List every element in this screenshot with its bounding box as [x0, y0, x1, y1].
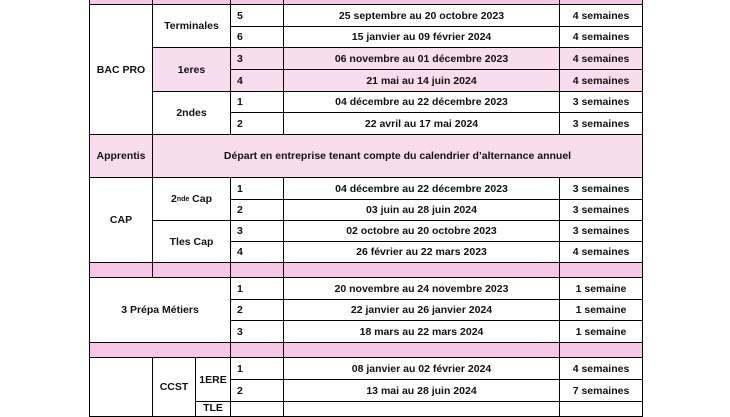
- subgroup-ccst-1ere: 1ERE: [195, 357, 231, 402]
- duration-cell: 3 semaines: [559, 112, 643, 135]
- separator-strip: [230, 342, 284, 358]
- duration-cell: 1 semaine: [559, 320, 643, 343]
- duration-cell: 4 semaines: [559, 26, 643, 48]
- dates-cell: 26 février au 22 mars 2023: [283, 241, 560, 263]
- group-ccst-empty: [89, 357, 153, 417]
- duration-cell: 7 semaines: [559, 379, 643, 402]
- duration-cell: 4 semaines: [559, 4, 643, 27]
- subgroup-ccst-tle: TLE: [195, 401, 231, 417]
- period-cell: 2: [230, 199, 284, 221]
- period-cell: 2: [230, 379, 284, 402]
- separator-strip: [559, 262, 643, 278]
- period-cell-empty: [230, 401, 284, 417]
- period-cell: 1: [230, 357, 284, 380]
- duration-cell: 4 semaines: [559, 47, 643, 70]
- dates-cell: 03 juin au 28 juin 2024: [283, 199, 560, 221]
- subgroup-2nde-cap-sup: nde: [176, 195, 190, 203]
- duration-cell-empty: [559, 401, 643, 417]
- duration-cell: 4 semaines: [559, 241, 643, 263]
- period-cell: 3: [230, 320, 284, 343]
- subgroup-2ndes: 2ndes: [152, 91, 231, 135]
- period-cell: 6: [230, 26, 284, 48]
- duration-cell: 1 semaine: [559, 277, 643, 300]
- period-cell: 4: [230, 69, 284, 92]
- separator-strip: [559, 342, 643, 358]
- period-cell: 2: [230, 112, 284, 135]
- period-cell: 1: [230, 177, 284, 200]
- duration-cell: 3 semaines: [559, 91, 643, 113]
- duration-cell: 4 semaines: [559, 357, 643, 380]
- dates-cell: 04 décembre au 22 décembre 2023: [283, 177, 560, 200]
- period-cell: 2: [230, 299, 284, 321]
- duration-cell: 3 semaines: [559, 220, 643, 242]
- dates-cell: 22 avril au 17 mai 2024: [283, 112, 560, 135]
- subgroup-2nde-cap-rest: Cap: [189, 193, 213, 205]
- dates-cell: 02 octobre au 20 octobre 2023: [283, 220, 560, 242]
- dates-cell: 18 mars au 22 mars 2024: [283, 320, 560, 343]
- dates-cell-empty: [283, 401, 560, 417]
- period-cell: 4: [230, 241, 284, 263]
- duration-cell: 4 semaines: [559, 69, 643, 92]
- period-cell: 5: [230, 4, 284, 27]
- group-apprentis: Apprentis: [89, 134, 153, 178]
- period-cell: 1: [230, 91, 284, 113]
- subgroup-1eres: 1eres: [152, 47, 231, 92]
- separator-strip: [230, 262, 284, 278]
- dates-cell: 15 janvier au 09 février 2024: [283, 26, 560, 48]
- group-3-prepa-metiers: 3 Prépa Métiers: [89, 277, 231, 343]
- subgroup-2nde-cap: [152, 177, 231, 221]
- subgroup-tles-cap: Tles Cap: [152, 220, 231, 263]
- dates-cell: 25 septembre au 20 octobre 2023: [283, 4, 560, 27]
- subgroup-2nde-cap-base: 2: [170, 193, 177, 205]
- dates-cell: 21 mai au 14 juin 2024: [283, 69, 560, 92]
- separator-strip: [89, 262, 153, 278]
- dates-cell: 13 mai au 28 juin 2024: [283, 379, 560, 402]
- separator-strip: [152, 262, 231, 278]
- group-ccst: CCST: [152, 357, 196, 417]
- dates-cell: 06 novembre au 01 décembre 2023: [283, 47, 560, 70]
- apprentis-note: Départ en entreprise tenant compte du calendrier d’alternance annuel: [152, 134, 643, 178]
- subgroup-terminales: Terminales: [152, 4, 231, 48]
- separator-strip: [283, 342, 560, 358]
- period-cell: 3: [230, 47, 284, 70]
- duration-cell: 3 semaines: [559, 177, 643, 200]
- dates-cell: 22 janvier au 26 janvier 2024: [283, 299, 560, 321]
- period-cell: 3: [230, 220, 284, 242]
- period-cell: 1: [230, 277, 284, 300]
- group-cap: CAP: [89, 177, 153, 263]
- separator-strip: [283, 262, 560, 278]
- dates-cell: 08 janvier au 02 février 2024: [283, 357, 560, 380]
- dates-cell: 20 novembre au 24 novembre 2023: [283, 277, 560, 300]
- separator-strip: [89, 342, 231, 358]
- duration-cell: 3 semaines: [559, 199, 643, 221]
- group-bac-pro: BAC PRO: [89, 4, 153, 135]
- duration-cell: 1 semaine: [559, 299, 643, 321]
- dates-cell: 04 décembre au 22 décembre 2023: [283, 91, 560, 113]
